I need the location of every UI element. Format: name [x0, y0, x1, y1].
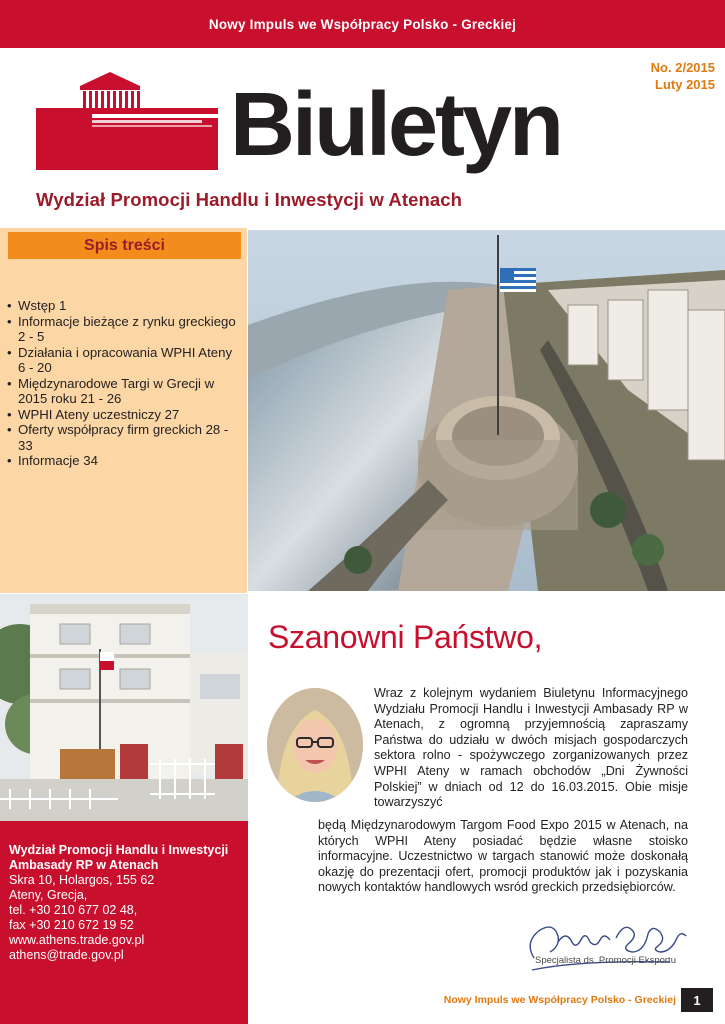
hero-photo [248, 230, 725, 591]
toc-item[interactable]: • Wstęp 1 [7, 298, 242, 314]
toc-list [7, 298, 242, 469]
contact-tel: tel. +30 210 677 02 48, [9, 903, 138, 917]
toc-header [8, 232, 241, 259]
toc-item[interactable]: • Działania i opracowania WPHI Ateny 6 - 20 [7, 345, 242, 376]
department-subtitle: Wydział Promocji Handlu i Inwestycji w Atenach [36, 189, 463, 210]
article-text-part1: Wraz z kolejnym wydaniem Biuletynu Informacyjnego Wydziału Promocji Handlu i Inwestycji Ambasady RP w Atenach, z ogromną przyjemnością zapraszamy Państwa do udziału w dwóch misjach gospodarczych sektora rolno - spożywczego zorganizowanych przez WPHI Ateny w ramach obchodów „Dni Żywności Polskiej” w dniach od 12 do 16.03.2015. Obie misje towarzyszyć [374, 686, 688, 810]
signature-caption: Specjalista ds. Promocji Eksportu [535, 955, 676, 966]
table-of-contents [0, 228, 247, 593]
article-greeting: Szanowni Państwo, [268, 619, 543, 655]
contact-email-link[interactable]: athens@trade.gov.pl [9, 948, 124, 962]
toc-item[interactable]: • Międzynarodowe Targi w Grecji w 2015 roku 21 - 26 [7, 376, 242, 407]
issue-number: No. 2/2015 [650, 60, 715, 75]
issue-info [651, 59, 715, 93]
contact-website-link[interactable]: www.athens.trade.gov.pl [9, 933, 145, 947]
top-banner [0, 0, 725, 48]
author-photo-image [267, 688, 363, 802]
page-number: 1 [681, 988, 713, 1012]
article-text-part2: będą Międzynarodowym Targom Food Expo 2015 w Atenach, na których WPHI Ateny posiadać będzie własne stoisko informacyjne. Uczestnictwo w targach stanowić może doskonałą okazję do prezentacji ofert, promocji produktów jak i pozyskania nowych kontaktów handlowych wsród greckich przedsiębiorców. [318, 818, 688, 895]
article-paragraph-wide [318, 818, 688, 896]
newsletter-title: Biuletyn [230, 75, 562, 175]
contact-panel [0, 821, 248, 1024]
contact-address1: Skra 10, Holargos, 155 62 [9, 873, 155, 887]
temple-logo-icon [36, 70, 218, 170]
toc-item[interactable]: • Informacje 34 [7, 453, 242, 469]
author-portrait [267, 688, 363, 802]
building-photo-image [0, 594, 248, 821]
toc-heading: Spis treści [84, 236, 165, 254]
handwritten-signature [520, 912, 700, 982]
footer-text: Nowy Impuls we Współpracy Polsko - Greckiej [443, 994, 676, 1006]
contact-org-line1: Wydział Promocji Handlu i Inwestycji [9, 843, 229, 857]
issue-date: Luty 2015 [655, 77, 715, 92]
toc-item[interactable]: • WPHI Ateny uczestniczy 27 [7, 407, 242, 423]
banner-title: Nowy Impuls we Współpracy Polsko - Greckiej [208, 16, 517, 32]
white-tower-photo-image [248, 230, 725, 591]
contact-address2: Ateny, Grecja, [9, 888, 88, 902]
embassy-building-photo [0, 594, 248, 821]
contact-fax: fax +30 210 672 19 52 [9, 918, 134, 932]
contact-org-line2: Ambasady RP w Atenach [9, 858, 159, 872]
toc-item[interactable]: • Informacje bieżące z rynku greckiego 2 - 5 [7, 314, 242, 345]
toc-item[interactable]: • Oferty współpracy firm greckich 28 - 33 [7, 422, 242, 453]
article-paragraph-narrow [374, 686, 688, 811]
